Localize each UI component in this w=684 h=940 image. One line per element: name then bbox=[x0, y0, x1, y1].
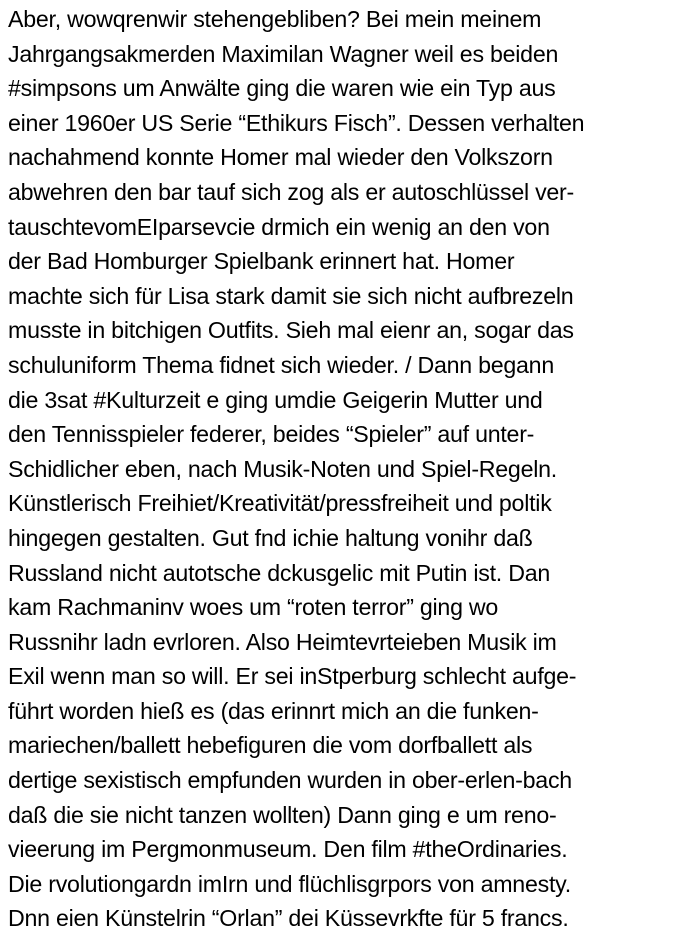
text-line: nachahmend konnte Homer mal wieder den Volkszorn bbox=[8, 144, 553, 171]
text-line: Jahrgangsakmerden Maximilan Wagner weil es beiden bbox=[8, 40, 559, 67]
text-line: die 3sat #Kulturzeit e ging umdie Geigerin Mutter und bbox=[8, 386, 543, 413]
text-line: abwehren den bar tauf sich zog als er autoschlüssel ver- bbox=[8, 178, 575, 205]
text-line: Dnn eien Künstelrin “Orlan” dei Küssevrkfte für 5 francs. bbox=[8, 905, 569, 932]
text-line: führt worden hieß es (das erinnrt mich an die funken- bbox=[8, 697, 539, 724]
text-line: musste in bitchigen Outfits. Sieh mal eienr an, sogar das bbox=[8, 317, 574, 344]
text-line: machte sich für Lisa stark damit sie sich nicht aufbrezeln bbox=[8, 282, 574, 309]
text-line: schuluniform Thema fidnet sich wieder. / Dann begann bbox=[8, 351, 554, 378]
text-line: Künstlerisch Freihiet/Kreativität/pressfreiheit und poltik bbox=[8, 490, 552, 517]
text-line: Russland nicht autotsche dckusgelic mit Putin ist. Dan bbox=[8, 559, 550, 586]
text-line: #simpsons um Anwälte ging die waren wie ein Typ aus bbox=[8, 75, 556, 102]
text-line: daß die sie nicht tanzen wollten) Dann ging e um reno- bbox=[8, 801, 557, 828]
text-line: Schidlicher eben, nach Musik-Noten und Spiel-Regeln. bbox=[8, 455, 557, 482]
text-line: vieerung im Pergmonmuseum. Den film #theOrdinaries. bbox=[8, 836, 568, 863]
text-line: Aber, wowqrenwir stehengebliben? Bei mein meinem bbox=[8, 6, 542, 32]
text-line: Die rvolutiongardn imIrn und flüchlisgrpors von amnesty. bbox=[8, 870, 571, 897]
text-line: der Bad Homburger Spielbank erinnert hat. Homer bbox=[8, 248, 515, 275]
text-line: den Tennisspieler federer, beides “Spieler” auf unter- bbox=[8, 421, 535, 448]
text-line: hingegen gestalten. Gut fnd ichie haltung vonihr daß bbox=[8, 524, 533, 551]
text-line: Exil wenn man so will. Er sei inStperburg schlecht aufge- bbox=[8, 663, 577, 690]
text-line: mariechen/ballett hebefiguren die vom dorfballett als bbox=[8, 732, 533, 759]
text-line: dertige sexistisch empfunden wurden in ober-erlen-bach bbox=[8, 767, 572, 794]
text-line: kam Rachmaninv woes um “roten terror” ging wo bbox=[8, 594, 499, 621]
text-line: einer 1960er US Serie “Ethikurs Fisch”. Dessen verhalten bbox=[8, 109, 585, 136]
document-page bbox=[8, 2, 680, 936]
text-line: Russnihr ladn evrloren. Also Heimtevrteieben Musik im bbox=[8, 628, 557, 655]
text-line: tauschtevomEIparsevcie drmich ein wenig an den von bbox=[8, 213, 550, 240]
